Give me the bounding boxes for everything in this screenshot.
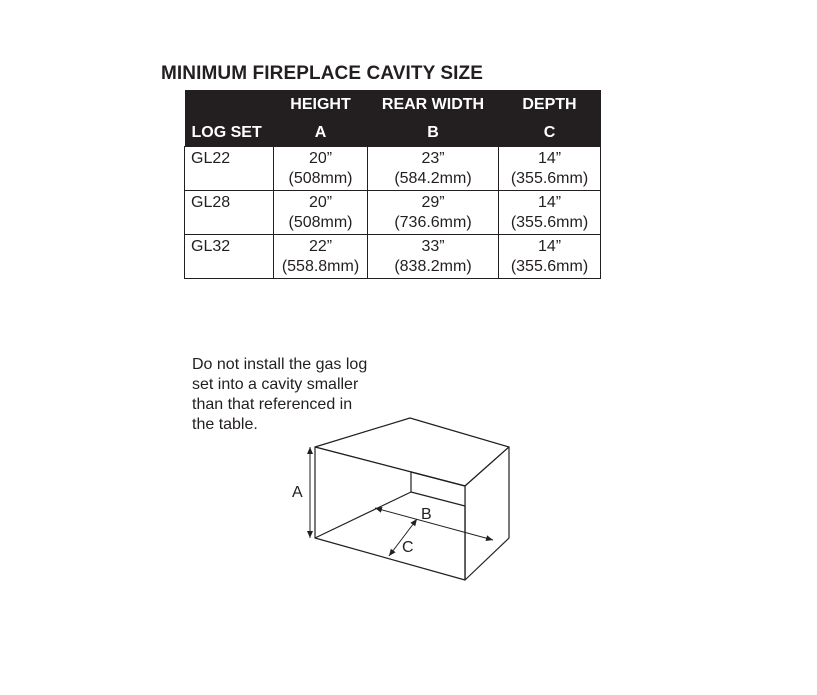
depth-mm: (355.6mm) [510,170,589,187]
rear-width-mm: (838.2mm) [394,258,472,275]
column-header-log-set: LOG SET [185,120,274,147]
dimension-a-label: A [292,484,303,501]
depth-inches: 14” [537,194,562,211]
rear-width-mm: (584.2mm) [394,170,472,187]
height-cell [274,235,368,279]
note-line: Do not install the gas log [192,356,368,373]
height-mm: (508mm) [288,214,353,231]
log-set-cell: GL22 [185,147,274,191]
depth-cell [499,235,601,279]
rear-width-inches: 23” [421,150,445,167]
rear-width-cell [368,147,499,191]
depth-cell [499,147,601,191]
note-line: set into a cavity smaller [192,376,359,393]
height-cell [274,191,368,235]
depth-cell [499,191,601,235]
depth-inches: 14” [537,238,562,255]
height-inches: 20” [308,194,333,211]
page-title: MINIMUM FIREPLACE CAVITY SIZE [161,63,484,84]
log-set-cell: GL28 [185,191,274,235]
dimension-c-label: C [402,539,414,556]
column-header-b: B [368,120,499,147]
column-header-c: C [499,120,601,147]
height-inches: 20” [308,150,333,167]
note-line: than that referenced in [192,396,353,413]
log-set-cell: GL32 [185,235,274,279]
note-line: the table. [192,416,258,433]
rear-width-inches: 33” [421,238,445,255]
table-row [185,191,601,235]
cavity-size-table [184,90,601,279]
rear-width-cell [368,191,499,235]
rear-width-cell [368,235,499,279]
column-header-depth: DEPTH [499,90,601,120]
table-row [185,235,601,279]
cavity-diagram [280,410,520,590]
column-header-height: HEIGHT [274,90,368,120]
depth-mm: (355.6mm) [510,214,589,231]
column-header-a: A [274,120,368,147]
height-mm: (558.8mm) [281,258,360,275]
height-mm: (508mm) [288,170,353,187]
rear-width-inches: 29” [421,194,445,211]
table-row [185,147,601,191]
table-header-row [185,120,601,147]
depth-inches: 14” [537,150,562,167]
rear-width-mm: (736.6mm) [394,214,472,231]
height-inches: 22” [308,238,333,255]
depth-mm: (355.6mm) [510,258,589,275]
height-cell [274,147,368,191]
column-header-rear-width: REAR WIDTH [368,90,499,120]
table-header-row [185,90,601,120]
dimension-b-label: B [421,506,432,523]
column-header [185,90,274,120]
